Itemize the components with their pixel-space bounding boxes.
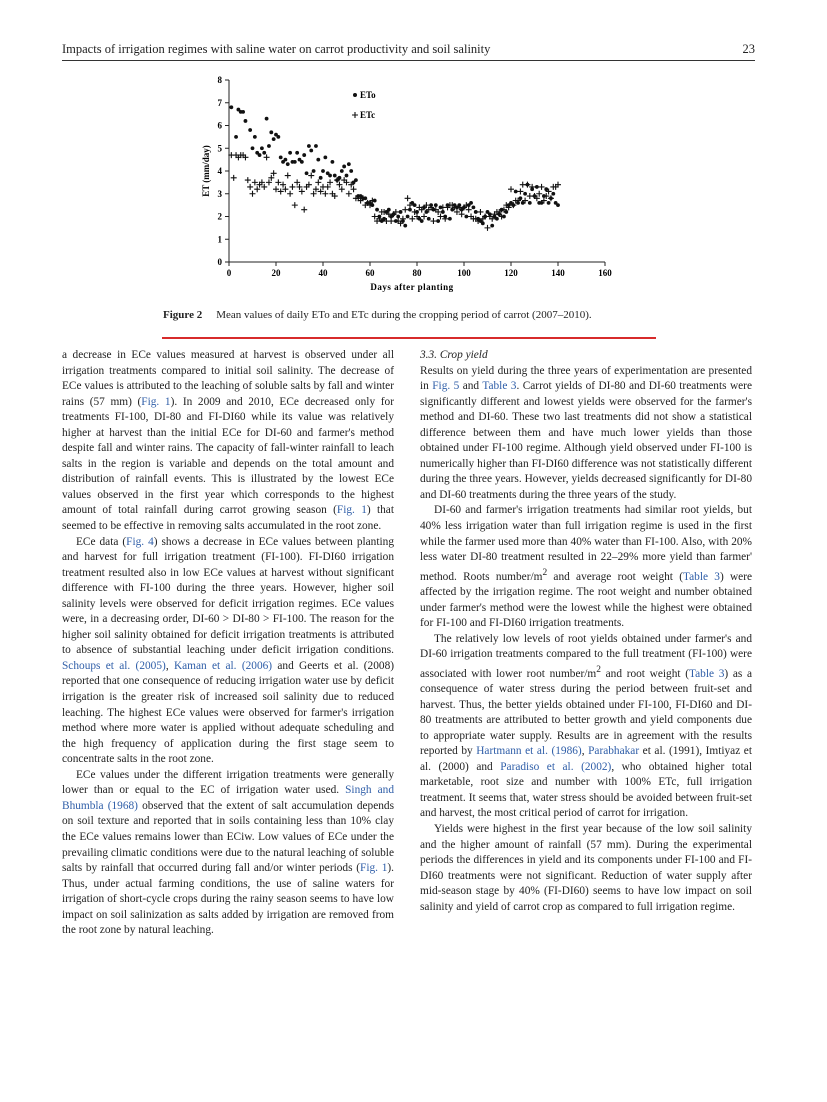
text-run: ) as a consequence of water stress during the period between fruit-set and harvest. Thus, the better yields obtained under FI-100, FI-DI60 and DI-80 treatments are attributed to better growth and yield components due to appropriate water supply. Results are in agreement with the results reported by [420, 667, 752, 758]
eto-point [300, 160, 304, 164]
legend-eto-marker [353, 93, 357, 97]
eto-point [450, 208, 454, 212]
figure-divider [162, 337, 656, 339]
paragraph [420, 503, 752, 631]
text-run: ) that seemed to be effective in removing salts accumulated in the root zone. [62, 504, 394, 533]
eto-point [519, 196, 523, 200]
text-run: DI-60 and farmer's irrigation treatments had similar root yields, but 40% less irrigation water than full irrigation regime is used in the first while the farmer used more than 40% water than FI-100. Also, with 20% less water DI-80 treatment resulted in 22–29% more yield than farmer' method. Roots number/m [420, 504, 752, 583]
eto-point [514, 190, 518, 194]
eto-point [331, 160, 335, 164]
text-run: and Geerts et al. (2008) reported that one consequence of reducing irrigation water use by deficit irrigation is the greater risk of increased soil salinity due to reduced leaching. The highest ECe values were observed for farmer's irrigation method where more water is applied without adequate scheduling and the high frequency of application during the first stage seem to concentrate salts in the root zone. [62, 659, 395, 766]
eto-point [251, 146, 255, 150]
text-run: ). In 2009 and 2010, ECe decreased only for treatments FI-100, DI-80 and FI-DI60 while its value was relatively higher at harvest than the initial ECe for DI-60 and farmer's method despite fall and winter rains. The capacity of fall-winter rainfall to leach salts in the region is variable and depends on the total amount and distribution of rainfall events. This is illustrated by the lowest ECe values observed in the first year which corresponds to the highest amount of total rainfall during carrot growing season ( [62, 395, 394, 517]
eto-point [272, 137, 276, 141]
etc-point [388, 218, 394, 224]
x-tick-label: 100 [457, 268, 471, 278]
reference-link[interactable]: Table 3 [688, 667, 725, 680]
y-tick-label: 5 [217, 143, 222, 154]
etc-point [430, 218, 436, 224]
etc-point [264, 154, 270, 160]
eto-point [434, 203, 438, 207]
eto-point [279, 155, 283, 159]
right-column-body [420, 364, 752, 916]
reference-link[interactable]: Singh and Bhumbla (1968) [62, 784, 394, 812]
eto-point [408, 208, 412, 212]
etc-point [292, 202, 298, 208]
legend-eto-label: ETo [360, 90, 376, 100]
eto-point [349, 169, 353, 173]
eto-point [472, 206, 476, 210]
eto-point [286, 162, 290, 166]
eto-point [464, 215, 468, 219]
eto-point [248, 128, 252, 132]
page-number: 23 [742, 42, 755, 56]
y-tick-label: 3 [217, 188, 222, 199]
x-axis-label: Days after planting [370, 282, 454, 292]
eto-point [302, 153, 306, 157]
y-axis-label: ET (mm/day) [201, 145, 211, 197]
eto-point [547, 201, 551, 205]
section-title: 3.3. Crop yield [420, 349, 488, 361]
x-tick-label: 0 [226, 268, 232, 278]
text-run: and root weight ( [600, 667, 689, 680]
eto-point [551, 192, 555, 196]
y-tick-label: 1 [217, 234, 222, 245]
eto-point [284, 158, 288, 162]
eto-point [495, 217, 499, 221]
y-tick-label: 6 [217, 120, 222, 131]
eto-point [307, 144, 311, 148]
eto-point [347, 162, 351, 166]
eto-point [354, 178, 358, 182]
etc-point [285, 173, 291, 179]
reference-link[interactable]: Kaman et al. (2006) [173, 659, 273, 672]
text-run: . Carrot yields of DI-80 and DI-60 treatments were significantly different and lowest yields were observed for the farmer's method and DI-60. These two last treatments did not show a statistical difference between them and have much lower yields than those obtained under FI-100 regime. Although yield observed under FI-100 is numerically higher than FI-DI60 difference was not statistically different during the three years. However, yields decreased significantly for DI-80 and DI-60 treatments during the three years of the study. [420, 380, 752, 501]
paragraph [420, 364, 752, 504]
text-run: , who obtained higher total marketable, root size and number with 100% ETc, full irrigation treatment. It seems that, water stress should be avoided between fruit-set and harvest, the most critical period of carrot for irrigation. [420, 760, 752, 820]
etc-point [247, 184, 253, 190]
eto-point [262, 151, 266, 155]
text-run: ). Thus, under actual farming conditions, the use of saline waters for irrigation of short-cycle crops during the rainy season seems to have low impact on soil salinization as salts added by irrigation are removed from the root zone by natural leaching. [62, 862, 395, 937]
x-tick-label: 80 [412, 268, 422, 278]
eto-point [293, 160, 297, 164]
eto-point [345, 174, 349, 178]
reference-link[interactable]: Schoups et al. (2005) [62, 659, 166, 672]
text-run: ECe data ( [76, 535, 127, 548]
reference-link[interactable]: Hartmann et al. (1986) [476, 745, 582, 758]
etc-point [346, 191, 352, 197]
paragraph [62, 535, 394, 768]
text-run: and average root weight ( [547, 570, 683, 583]
eto-point [490, 224, 494, 228]
superscript: 2 [596, 664, 601, 675]
eto-point [422, 206, 426, 210]
etc-point [508, 186, 514, 192]
etc-point [405, 195, 411, 201]
text-run: ) shows a decrease in ECe values between planting and harvest for full irrigation treatment (FI-100). FI-DI60 irrigation treatment resulted also in low ECe values at harvest without significant difference with FI-100 during the three years. However, higher soil salinity levels were observed for deficit irrigation regimes. ECe values were, in a decreasing order, DI-60 > DI-80 > FI-100. The reason for the higher soil salinity obtained for deficit irrigation treatments is attributed to absence of substantial leaching under deficit irrigation conditions. [62, 535, 394, 657]
reference-link[interactable]: Fig. 1 [336, 504, 367, 517]
eto-point [323, 155, 327, 159]
etc-point [517, 188, 523, 194]
eto-point [269, 130, 273, 134]
eto-point [314, 144, 318, 148]
running-header [62, 42, 755, 60]
eto-point [258, 153, 262, 157]
eto-point [406, 215, 410, 219]
eto-point [316, 158, 320, 162]
etc-point [287, 191, 293, 197]
eto-point [420, 219, 424, 223]
eto-point [521, 201, 525, 205]
eto-point [481, 221, 485, 225]
text-run: and [459, 380, 483, 393]
figure-caption-text: Mean values of daily ETo and ETc during the cropping period of carrot (2007–2010). [216, 309, 592, 321]
etc-point [231, 175, 237, 181]
reference-link[interactable]: Paradiso et al. (2002) [500, 760, 612, 773]
eto-point [244, 119, 248, 123]
figure-caption [163, 309, 592, 321]
text-run: ) were affected by the irrigation regime. The root weight and number obtained under farmer's method were the lowest while the highest were obtained for FI-100 and FI-DI60 irrigation treatments. [420, 570, 753, 630]
figure-label: Figure 2 [163, 309, 203, 321]
eto-point [333, 174, 337, 178]
text-run: , [165, 659, 174, 672]
eto-point [328, 174, 332, 178]
eto-point [403, 224, 407, 228]
eto-point [338, 176, 342, 180]
paragraph [62, 348, 394, 535]
eto-point [387, 208, 391, 212]
running-title: Impacts of irrigation regimes with saline water on carrot productivity and soil salinity [62, 42, 491, 56]
etc-point [477, 209, 483, 215]
y-tick-label: 8 [217, 75, 222, 85]
y-tick-label: 0 [217, 257, 222, 267]
etc-point [301, 207, 307, 213]
eto-point [448, 217, 452, 221]
left-column [62, 348, 394, 939]
eto-point [276, 135, 280, 139]
text-run: The relatively low levels of root yields obtained under farmer's and DI-60 irrigation treatments compared to the full treatment (FI-100) were associated with lower root number/m [420, 632, 752, 680]
eto-point [321, 169, 325, 173]
eto-point [382, 217, 386, 221]
etc-point [539, 184, 545, 190]
text-run: a decrease in ECe values measured at harvest is observed under all irrigation treatments compared to initial soil salinity. The decrease of ECe values is attributed to the leaching of soluble salts by fall and winter rains (57 mm) ( [62, 349, 394, 408]
etc-point [289, 184, 295, 190]
reference-link[interactable]: Table 3 [682, 570, 720, 583]
eto-point [340, 169, 344, 173]
eto-point [436, 219, 440, 223]
eto-point [342, 165, 346, 169]
x-tick-label: 40 [318, 268, 328, 278]
eto-point [441, 210, 445, 214]
reference-link[interactable]: Table 3 [482, 380, 517, 393]
x-tick-label: 160 [598, 268, 612, 278]
eto-point [528, 201, 532, 205]
eto-point [396, 215, 400, 219]
reference-link[interactable]: Fig. 5 [432, 380, 460, 393]
eto-point [312, 169, 316, 173]
paragraph [420, 822, 752, 915]
eto-point [267, 144, 271, 148]
x-tick-label: 60 [365, 268, 375, 278]
eto-point [556, 203, 560, 207]
eto-point [535, 185, 539, 189]
superscript: 2 [542, 567, 548, 578]
eto-point [319, 176, 323, 180]
eto-point [413, 203, 417, 207]
eto-point [425, 210, 429, 214]
etc-point [402, 207, 408, 213]
eto-point [260, 146, 264, 150]
etc-point [421, 214, 427, 220]
paragraph [420, 632, 752, 822]
y-tick-label: 4 [217, 166, 222, 176]
text-run: observed that the extent of salt accumulation depends on soil texture and reported that in soils containing less than 10% clay the ECe values remains lower than ECiw. Low values of ECe under the prevailing climatic conditions were due to the natural leaching of soluble salts by rainfall that occurred during fall and/or winter periods ( [62, 799, 395, 875]
eto-point [241, 110, 245, 114]
eto-point [253, 135, 257, 139]
eto-point [399, 210, 403, 214]
text-run: Yields were highest in the first year because of the low soil salinity and the higher amount of rainfall (57 mm). During the experimental periods the differences in yield and its components under FI-100 and FI-DI60 treatments were not significant. Reduction of water supply after mid-season stage by 40% (FI-DI60) seems to have low impact on soil salinity and yield of carrot crop as compared to full irrigation regime. [420, 822, 752, 913]
reference-link[interactable]: Parabhakar [588, 745, 640, 758]
eto-point [288, 151, 292, 155]
x-tick-label: 140 [551, 268, 565, 278]
text-run: ECe values under the different irrigation treatments were generally lower than or equal to the EC of irrigation water used. [62, 768, 394, 797]
eto-point [469, 201, 473, 205]
et-scatter-chart [195, 68, 625, 300]
eto-point [309, 149, 313, 153]
etc-point [245, 177, 251, 183]
text-run: Results on yield during the three years of experimentation are presented in [420, 364, 752, 393]
reference-link[interactable]: Fig. 1 [141, 395, 171, 408]
etc-point [250, 191, 256, 197]
eto-point [375, 208, 379, 212]
etc-point [485, 225, 491, 231]
eto-point [544, 187, 548, 191]
eto-point [474, 210, 478, 214]
eto-point [295, 151, 299, 155]
header-rule [62, 60, 755, 61]
y-tick-label: 2 [217, 211, 222, 222]
eto-point [540, 201, 544, 205]
x-tick-label: 20 [271, 268, 281, 278]
eto-point [305, 171, 309, 175]
reference-link[interactable]: Fig. 1 [360, 862, 388, 875]
eto-point [504, 210, 508, 214]
etc-point [308, 173, 314, 179]
legend-etc-label: ETc [360, 110, 376, 120]
legend-etc-marker [352, 112, 358, 118]
eto-point [523, 192, 527, 196]
eto-point [265, 117, 269, 121]
text-run: et al. (1991), Imtiyaz et al. (2000) and [420, 745, 752, 773]
x-tick-label: 120 [504, 268, 518, 278]
eto-point [229, 105, 233, 109]
paragraph [62, 768, 394, 939]
y-tick-label: 7 [217, 97, 222, 108]
eto-point [427, 217, 431, 221]
text-run: , [581, 745, 589, 758]
right-column [420, 348, 752, 915]
eto-point [234, 135, 238, 139]
reference-link[interactable]: Fig. 4 [126, 535, 154, 548]
etc-point [315, 179, 321, 185]
